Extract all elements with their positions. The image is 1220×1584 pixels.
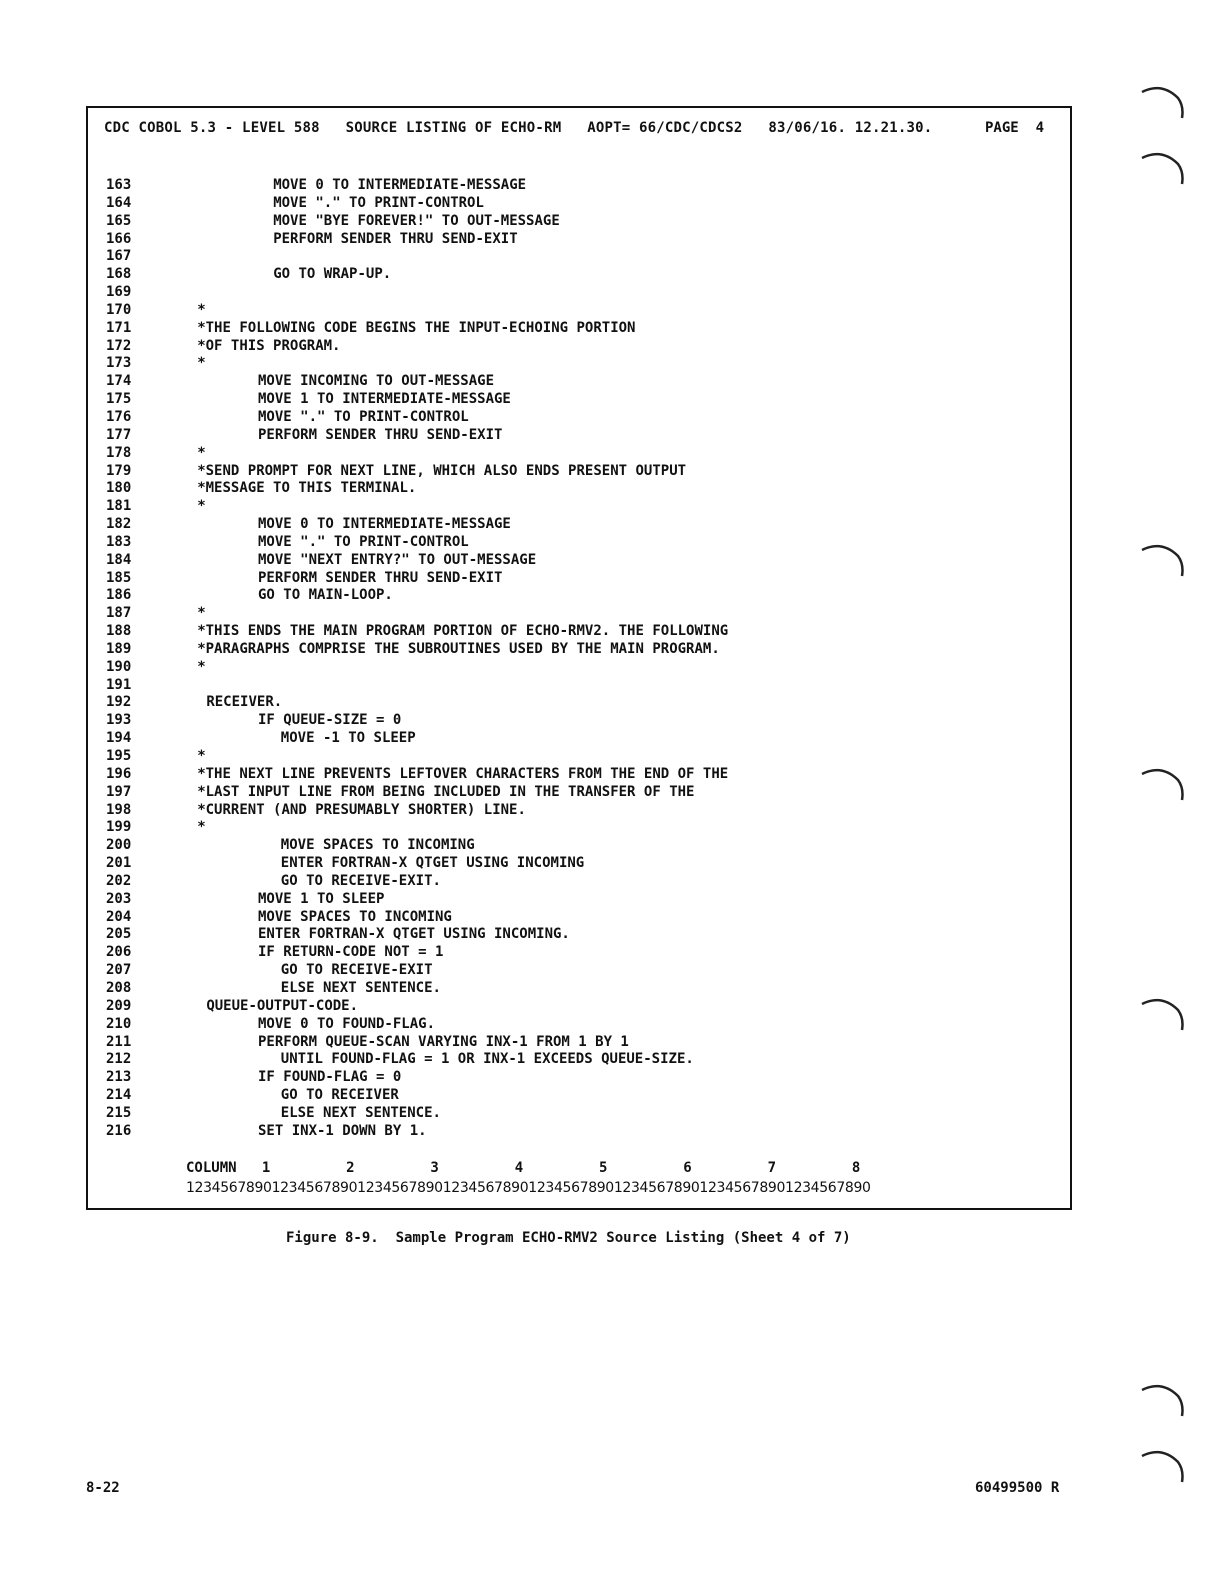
line-number: 187	[106, 605, 132, 622]
code-line	[106, 909, 1046, 927]
code-text: IF FOUND-FLAG = 0	[258, 1069, 402, 1086]
code-text: IF QUEUE-SIZE = 0	[258, 712, 402, 729]
line-number: 184	[106, 551, 132, 568]
code-line	[106, 391, 1046, 409]
code-text: MOVE 0 TO INTERMEDIATE-MESSAGE	[273, 177, 527, 193]
line-number: 205	[106, 926, 132, 943]
code-text: MOVE 0 TO INTERMEDIATE-MESSAGE	[258, 516, 511, 533]
figure-caption: Figure 8-9. Sample Program ECHO-RMV2 Source Listing (Sheet 4 of 7)	[286, 1230, 851, 1246]
line-number: 168	[106, 266, 132, 283]
code-line	[106, 195, 1046, 213]
line-number: 182	[106, 516, 132, 533]
line-number: 186	[106, 587, 132, 604]
code-text: MOVE "NEXT ENTRY?" TO OUT-MESSAGE	[258, 551, 537, 568]
code-line	[106, 802, 1046, 820]
code-line	[106, 373, 1046, 391]
code-text: MOVE INCOMING TO OUT-MESSAGE	[258, 373, 495, 390]
code-text: ELSE NEXT SENTENCE.	[280, 979, 441, 996]
code-text: GO TO WRAP-UP.	[273, 266, 392, 283]
column-ruler-label: COLUMN 1 2 3 4 5 6 7 8	[186, 1160, 861, 1176]
line-number: 206	[106, 944, 132, 961]
line-number: 209	[106, 997, 132, 1014]
code-text: *SEND PROMPT FOR NEXT LINE, WHICH ALSO ENDS PRESENT OUTPUT	[197, 462, 687, 479]
code-text: *PARAGRAPHS COMPRISE THE SUBROUTINES USED BY THE MAIN PROGRAM.	[197, 640, 720, 657]
code-line	[106, 694, 1046, 712]
code-line	[106, 748, 1046, 766]
line-number: 173	[106, 355, 132, 372]
line-number: 212	[106, 1051, 132, 1068]
line-number: 164	[106, 194, 132, 211]
code-line	[106, 248, 1046, 266]
code-line	[106, 516, 1046, 534]
code-text: PERFORM SENDER THRU SEND-EXIT	[273, 230, 518, 247]
line-number: 203	[106, 890, 132, 907]
line-number: 172	[106, 337, 132, 354]
code-line	[106, 998, 1046, 1016]
line-number: 174	[106, 373, 132, 390]
code-text: MOVE 0 TO FOUND-FLAG.	[258, 1015, 436, 1032]
code-line	[106, 891, 1046, 909]
column-ruler-digits: 12345678901234567890123456789012345678901234567890123456789012345678901234567890	[186, 1180, 871, 1196]
code-line	[106, 962, 1046, 980]
line-number: 169	[106, 284, 132, 301]
code-text: PERFORM SENDER THRU SEND-EXIT	[258, 569, 503, 586]
code-line	[106, 409, 1046, 427]
code-line	[106, 498, 1046, 516]
code-text: SET INX-1 DOWN BY 1.	[258, 1122, 427, 1139]
code-line	[106, 1069, 1046, 1087]
code-text: QUEUE-OUTPUT-CODE.	[206, 997, 359, 1014]
code-line	[106, 855, 1046, 873]
line-number: 170	[106, 301, 132, 318]
code-text: GO TO RECEIVE-EXIT.	[280, 872, 441, 889]
line-number: 165	[106, 212, 132, 229]
code-line	[106, 552, 1046, 570]
code-line	[106, 1087, 1046, 1105]
line-number: 199	[106, 819, 132, 836]
code-line	[106, 659, 1046, 677]
line-number: 201	[106, 855, 132, 872]
line-number: 190	[106, 658, 132, 675]
code-line	[106, 819, 1046, 837]
code-line	[106, 1051, 1046, 1069]
code-text: MOVE "." TO PRINT-CONTROL	[258, 408, 469, 425]
line-number: 180	[106, 480, 132, 497]
code-text: *	[197, 498, 206, 515]
line-number: 208	[106, 979, 132, 996]
line-number: 181	[106, 498, 132, 515]
code-text: MOVE "." TO PRINT-CONTROL	[258, 533, 469, 550]
code-line	[106, 730, 1046, 748]
line-number: 207	[106, 962, 132, 979]
code-line	[106, 641, 1046, 659]
code-text: ENTER FORTRAN-X QTGET USING INCOMING	[280, 855, 585, 872]
line-number: 175	[106, 391, 132, 408]
page-number: 8-22	[86, 1480, 120, 1496]
code-text: MOVE -1 TO SLEEP	[280, 730, 416, 747]
code-line	[106, 677, 1046, 695]
line-number: 196	[106, 765, 132, 782]
code-text: ENTER FORTRAN-X QTGET USING INCOMING.	[258, 926, 570, 943]
code-line	[106, 231, 1046, 249]
code-line	[106, 1123, 1046, 1141]
line-number: 179	[106, 462, 132, 479]
line-number: 183	[106, 533, 132, 550]
code-line	[106, 784, 1046, 802]
line-number: 188	[106, 623, 132, 640]
code-line	[106, 873, 1046, 891]
code-line	[106, 480, 1046, 498]
code-text: MOVE 1 TO INTERMEDIATE-MESSAGE	[258, 391, 511, 408]
document-number: 60499500 R	[975, 1480, 1060, 1496]
binder-hole-icon	[1140, 1446, 1186, 1486]
line-number: 194	[106, 730, 132, 747]
binder-hole-icon	[1140, 148, 1186, 188]
code-text: MOVE SPACES TO INCOMING	[280, 837, 475, 854]
code-text: *	[197, 658, 206, 675]
code-text: RECEIVER.	[206, 694, 283, 711]
binder-hole-icon	[1140, 994, 1186, 1034]
code-text: *MESSAGE TO THIS TERMINAL.	[197, 480, 417, 497]
line-number: 193	[106, 712, 132, 729]
line-number: 198	[106, 801, 132, 818]
code-text: MOVE SPACES TO INCOMING	[258, 908, 452, 925]
code-line	[106, 302, 1046, 320]
line-number: 214	[106, 1087, 132, 1104]
code-line	[106, 766, 1046, 784]
source-listing	[106, 177, 1046, 1141]
code-line	[106, 926, 1046, 944]
code-line	[106, 712, 1046, 730]
line-number: 210	[106, 1015, 132, 1032]
binder-hole-icon	[1140, 1380, 1186, 1420]
line-number: 178	[106, 444, 132, 461]
binder-hole-icon	[1140, 540, 1186, 580]
code-line	[106, 427, 1046, 445]
code-text: *	[197, 301, 206, 318]
line-number: 216	[106, 1122, 132, 1139]
line-number: 204	[106, 908, 132, 925]
line-number: 171	[106, 319, 132, 336]
code-text: GO TO RECEIVE-EXIT	[280, 962, 433, 979]
binder-hole-icon	[1140, 82, 1186, 122]
line-number: 185	[106, 569, 132, 586]
code-text: MOVE "." TO PRINT-CONTROL	[273, 194, 484, 211]
code-line	[106, 587, 1046, 605]
code-text: *THIS ENDS THE MAIN PROGRAM PORTION OF ECHO-RMV2. THE FOLLOWING	[197, 623, 729, 640]
listing-header: CDC COBOL 5.3 - LEVEL 588 SOURCE LISTING OF ECHO-RM AOPT= 66/CDC/CDCS2 83/06/16. 12.21.30.	[104, 120, 933, 136]
code-line	[106, 320, 1046, 338]
code-line	[106, 570, 1046, 588]
line-number: 192	[106, 694, 132, 711]
code-text: ELSE NEXT SENTENCE.	[280, 1104, 441, 1121]
line-number: 195	[106, 748, 132, 764]
code-line	[106, 623, 1046, 641]
code-line	[106, 213, 1046, 231]
code-line	[106, 338, 1046, 356]
line-number: 163	[106, 177, 132, 193]
code-line	[106, 1105, 1046, 1123]
code-line	[106, 605, 1046, 623]
code-line	[106, 837, 1046, 855]
binder-hole-icon	[1140, 764, 1186, 804]
line-number: 176	[106, 408, 132, 425]
line-number: 177	[106, 426, 132, 443]
line-number: 215	[106, 1104, 132, 1121]
page-number-label: PAGE 4	[985, 120, 1045, 136]
line-number: 202	[106, 872, 132, 889]
code-text: *	[197, 355, 206, 372]
code-text: *	[197, 444, 206, 461]
line-number: 200	[106, 837, 132, 854]
code-text: GO TO RECEIVER	[280, 1087, 399, 1104]
line-number: 211	[106, 1033, 132, 1050]
code-text: *LAST INPUT LINE FROM BEING INCLUDED IN THE TRANSFER OF THE	[197, 783, 695, 800]
code-text: *	[197, 748, 206, 764]
code-line	[106, 266, 1046, 284]
code-line	[106, 177, 1046, 195]
code-line	[106, 463, 1046, 481]
code-text: PERFORM SENDER THRU SEND-EXIT	[258, 426, 503, 443]
line-number: 197	[106, 783, 132, 800]
code-line	[106, 355, 1046, 373]
code-text: *THE NEXT LINE PREVENTS LEFTOVER CHARACTERS FROM THE END OF THE	[197, 765, 729, 782]
code-line	[106, 1034, 1046, 1052]
code-text: GO TO MAIN-LOOP.	[258, 587, 393, 604]
code-line	[106, 534, 1046, 552]
code-text: *	[197, 819, 206, 836]
line-number: 166	[106, 230, 132, 247]
line-number: 213	[106, 1069, 132, 1086]
line-number: 167	[106, 248, 132, 265]
code-text: IF RETURN-CODE NOT = 1	[258, 944, 444, 961]
code-text: UNTIL FOUND-FLAG = 1 OR INX-1 EXCEEDS QUEUE-SIZE.	[280, 1051, 694, 1068]
code-text: *CURRENT (AND PRESUMABLY SHORTER) LINE.	[197, 801, 526, 818]
code-text: MOVE 1 TO SLEEP	[258, 890, 385, 907]
code-line	[106, 445, 1046, 463]
code-text: PERFORM QUEUE-SCAN VARYING INX-1 FROM 1 BY 1	[258, 1033, 629, 1050]
code-text: *	[197, 605, 206, 622]
code-text: MOVE "BYE FOREVER!" TO OUT-MESSAGE	[273, 212, 560, 229]
code-line	[106, 284, 1046, 302]
code-line	[106, 1016, 1046, 1034]
code-line	[106, 944, 1046, 962]
line-number: 191	[106, 676, 132, 693]
code-text: *OF THIS PROGRAM.	[197, 337, 341, 354]
code-text: *THE FOLLOWING CODE BEGINS THE INPUT-ECHOING PORTION	[197, 319, 636, 336]
line-number: 189	[106, 640, 132, 657]
code-line	[106, 980, 1046, 998]
